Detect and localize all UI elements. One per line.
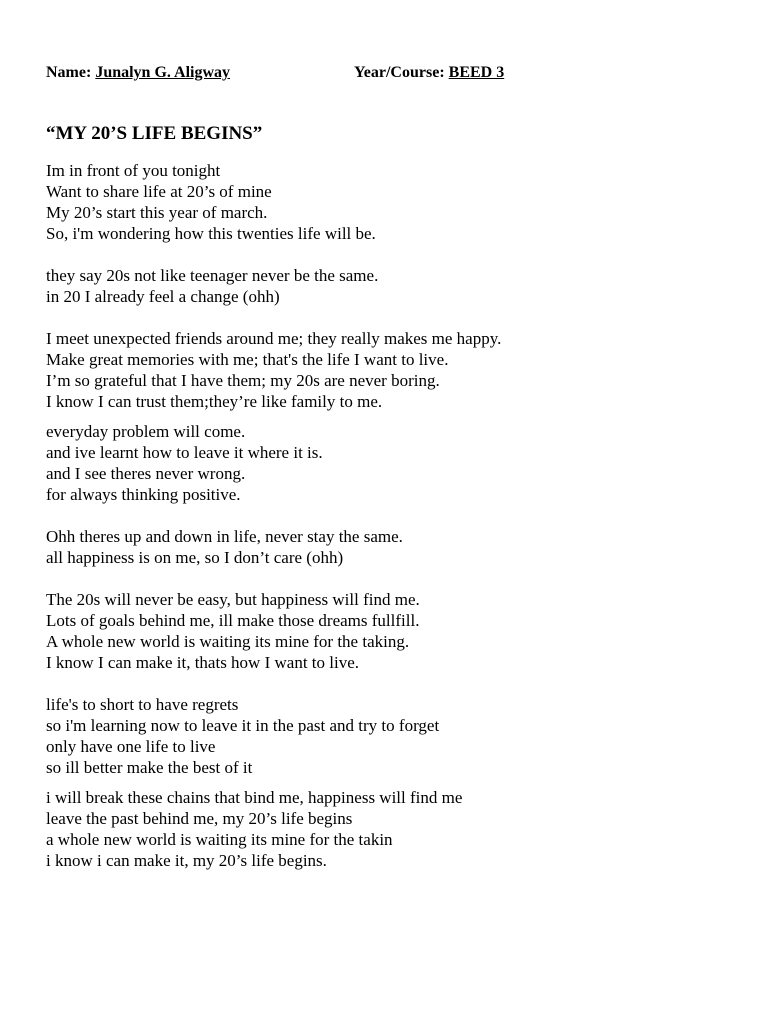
- year-course-value: BEED 3: [448, 64, 505, 81]
- poem-line: So, i'm wondering how this twenties life will be.: [46, 224, 376, 243]
- poem-line: and I see theres never wrong.: [46, 464, 246, 483]
- poem-line: I meet unexpected friends around me; they really makes me happy.: [46, 329, 502, 348]
- poem-line: I know I can make it, thats how I want to live.: [46, 653, 360, 672]
- poem-line: leave the past behind me, my 20’s life begins: [46, 809, 353, 828]
- name-value: Junalyn G. Aligway: [95, 64, 231, 81]
- poem-line: so i'm learning now to leave it in the past and try to forget: [46, 716, 440, 735]
- stanza: [46, 328, 736, 412]
- stanza: [46, 787, 736, 871]
- poem-line: My 20’s start this year of march.: [46, 203, 268, 222]
- year-course-label: Year/Course:: [354, 64, 445, 81]
- poem-line: for always thinking positive.: [46, 485, 241, 504]
- poem-line: Ohh theres up and down in life, never stay the same.: [46, 527, 403, 546]
- poem-line: A whole new world is waiting its mine for the taking.: [46, 632, 410, 651]
- poem-line: I’m so grateful that I have them; my 20s are never boring.: [46, 371, 440, 390]
- poem-line: i know i can make it, my 20’s life begins.: [46, 851, 327, 870]
- poem-line: everyday problem will come.: [46, 422, 246, 441]
- poem-line: Lots of goals behind me, ill make those dreams fullfill.: [46, 611, 420, 630]
- stanza: [46, 160, 736, 244]
- stanza: [46, 694, 736, 778]
- poem-line: life's to short to have regrets: [46, 695, 239, 714]
- poem-line: I know I can trust them;they’re like family to me.: [46, 392, 383, 411]
- poem-line: they say 20s not like teenager never be the same.: [46, 266, 379, 285]
- poem-line: Make great memories with me; that's the life I want to live.: [46, 350, 449, 369]
- poem-title: “MY 20’S LIFE BEGINS”: [46, 123, 263, 144]
- poem-line: i will break these chains that bind me, happiness will find me: [46, 788, 463, 807]
- poem-body: [46, 160, 736, 871]
- poem-line: Im in front of you tonight: [46, 161, 221, 180]
- stanza: [46, 589, 736, 673]
- poem-line: only have one life to live: [46, 737, 216, 756]
- poem-line: Want to share life at 20’s of mine: [46, 182, 272, 201]
- stanza: [46, 421, 736, 505]
- poem-line: so ill better make the best of it: [46, 758, 253, 777]
- poem-line: and ive learnt how to leave it where it is.: [46, 443, 323, 462]
- poem-line: a whole new world is waiting its mine for the takin: [46, 830, 393, 849]
- name-field: [46, 64, 230, 82]
- stanza: [46, 265, 736, 307]
- stanza: [46, 526, 736, 568]
- poem-line: in 20 I already feel a change (ohh): [46, 287, 280, 306]
- poem-line: The 20s will never be easy, but happiness will find me.: [46, 590, 420, 609]
- name-label: Name:: [46, 64, 92, 81]
- year-course-field: [354, 64, 504, 82]
- poem-line: all happiness is on me, so I don’t care (ohh): [46, 548, 344, 567]
